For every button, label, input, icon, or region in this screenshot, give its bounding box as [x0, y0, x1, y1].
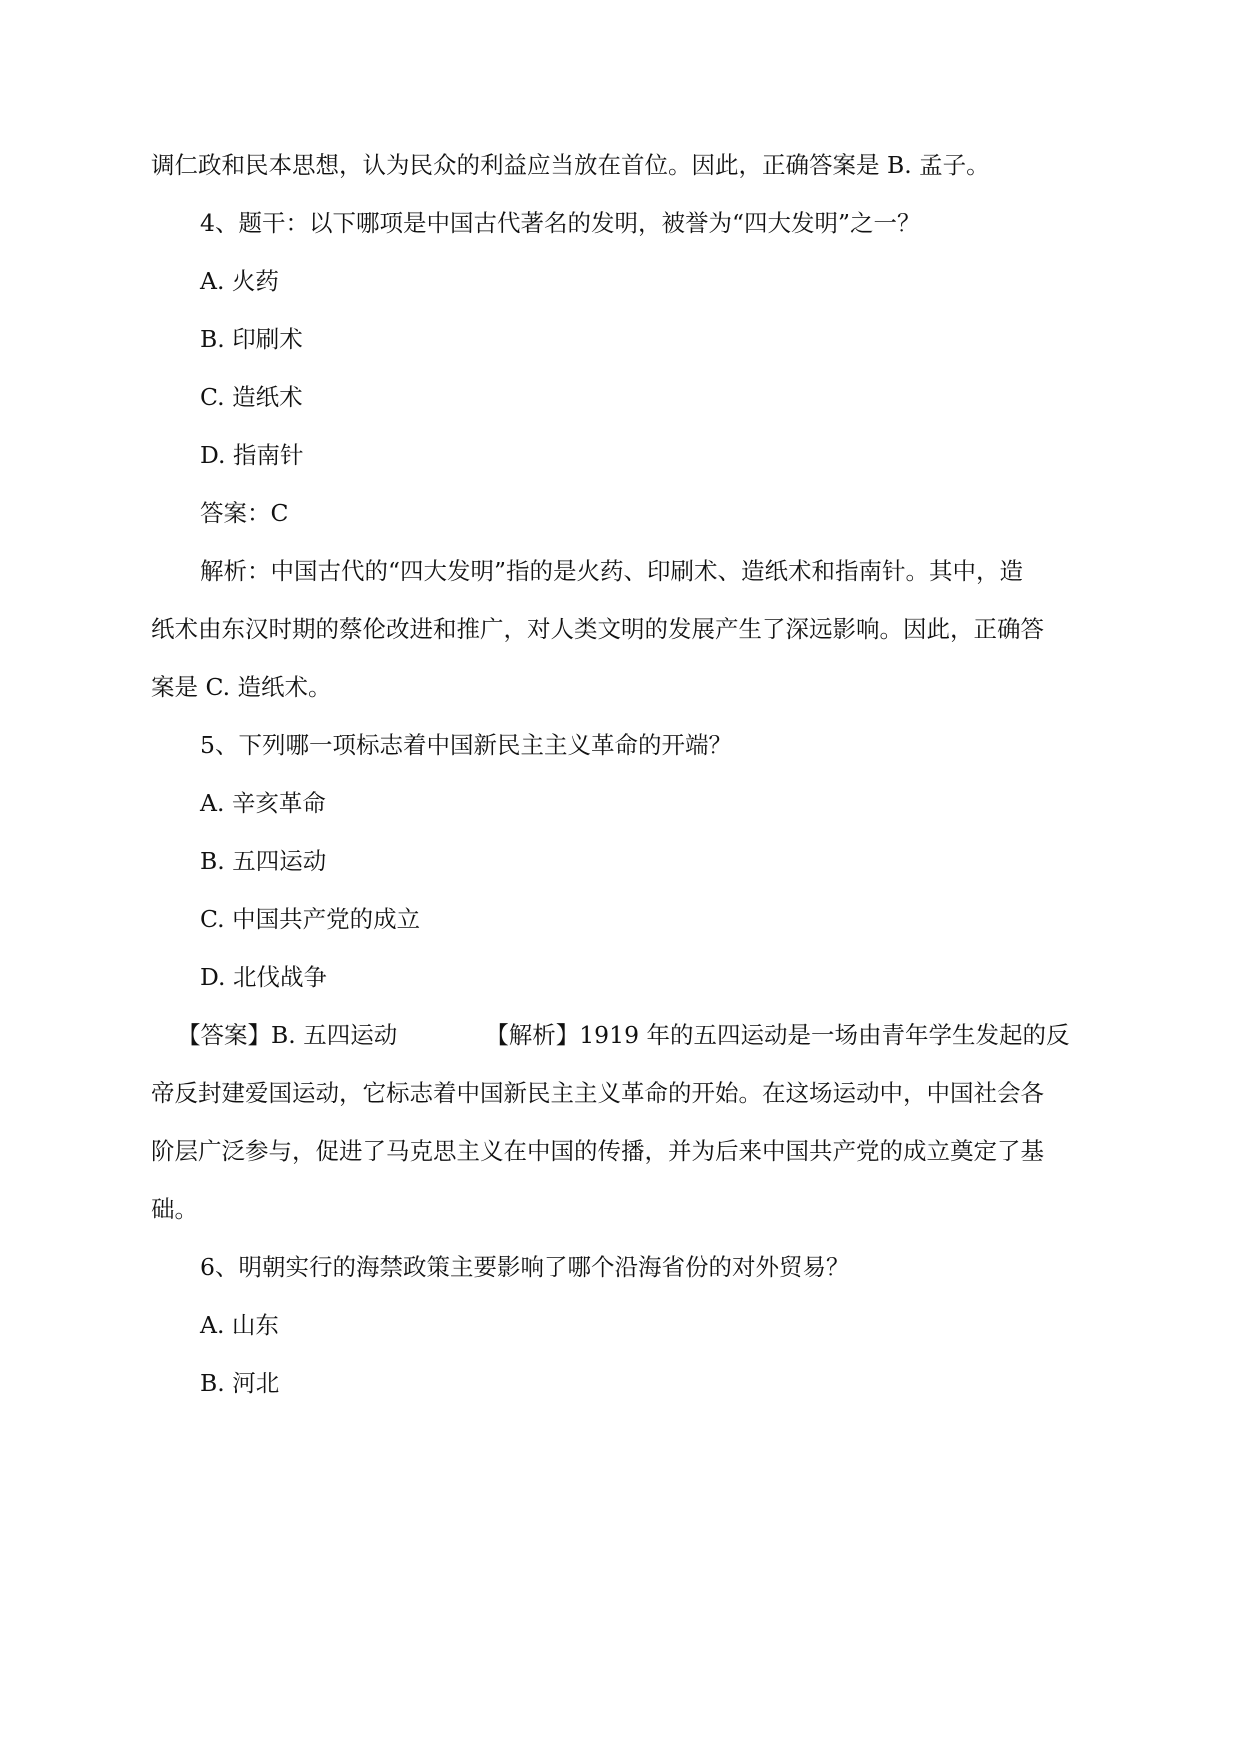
question-4-option-b: B. 印刷术 — [200, 325, 303, 353]
question-5-option-d: D. 北伐战争 — [200, 963, 327, 991]
question-4-option-a: A. 火药 — [200, 267, 279, 295]
question-5-option-c: C. 中国共产党的成立 — [200, 905, 421, 933]
question-4-stem: 4、题干：以下哪项是中国古代著名的发明，被誉为“四大发明”之一？ — [200, 209, 921, 237]
question-5-analysis-line-3: 阶层广泛参与，促进了马克思主义在中国的传播，并为后来中国共产党的成立奠定了基 — [151, 1137, 1044, 1165]
question-4-option-d: D. 指南针 — [200, 441, 304, 469]
previous-analysis-continuation: 调仁政和民本思想，认为民众的利益应当放在首位。因此，正确答案是 B. 孟子。 — [151, 151, 990, 179]
question-5-option-b: B. 五四运动 — [200, 847, 327, 875]
question-4-option-c: C. 造纸术 — [200, 383, 303, 411]
question-5-analysis-head: 【解析】1919 年的五四运动是一场由青年学生发起的反 — [485, 1021, 1070, 1049]
question-5-analysis-line-2: 帝反封建爱国运动，它标志着中国新民主主义革命的开始。在这场运动中，中国社会各 — [151, 1079, 1044, 1107]
question-6-stem: 6、明朝实行的海禁政策主要影响了哪个沿海省份的对外贸易？ — [200, 1253, 850, 1281]
question-6-option-a: A. 山东 — [200, 1311, 279, 1339]
question-4-analysis-line-2: 纸术由东汉时期的蔡伦改进和推广，对人类文明的发展产生了深远影响。因此，正确答 — [151, 615, 1044, 643]
question-4-analysis-line-3: 案是 C. 造纸术。 — [151, 673, 332, 701]
question-6-option-b: B. 河北 — [200, 1369, 280, 1397]
question-4-analysis-line-1: 解析：中国古代的“四大发明”指的是火药、印刷术、造纸术和指南针。其中，造 — [200, 557, 1024, 585]
question-5-stem: 5、下列哪一项标志着中国新民主主义革命的开端？ — [200, 731, 732, 759]
question-5-answer: 【答案】B. 五四运动 — [177, 1021, 398, 1049]
question-5-option-a: A. 辛亥革命 — [200, 789, 326, 817]
question-4-answer: 答案：C — [200, 499, 289, 527]
question-5-answer-analysis-line-1 — [177, 1017, 1070, 1053]
question-5-analysis-line-4: 础。 — [151, 1195, 198, 1223]
